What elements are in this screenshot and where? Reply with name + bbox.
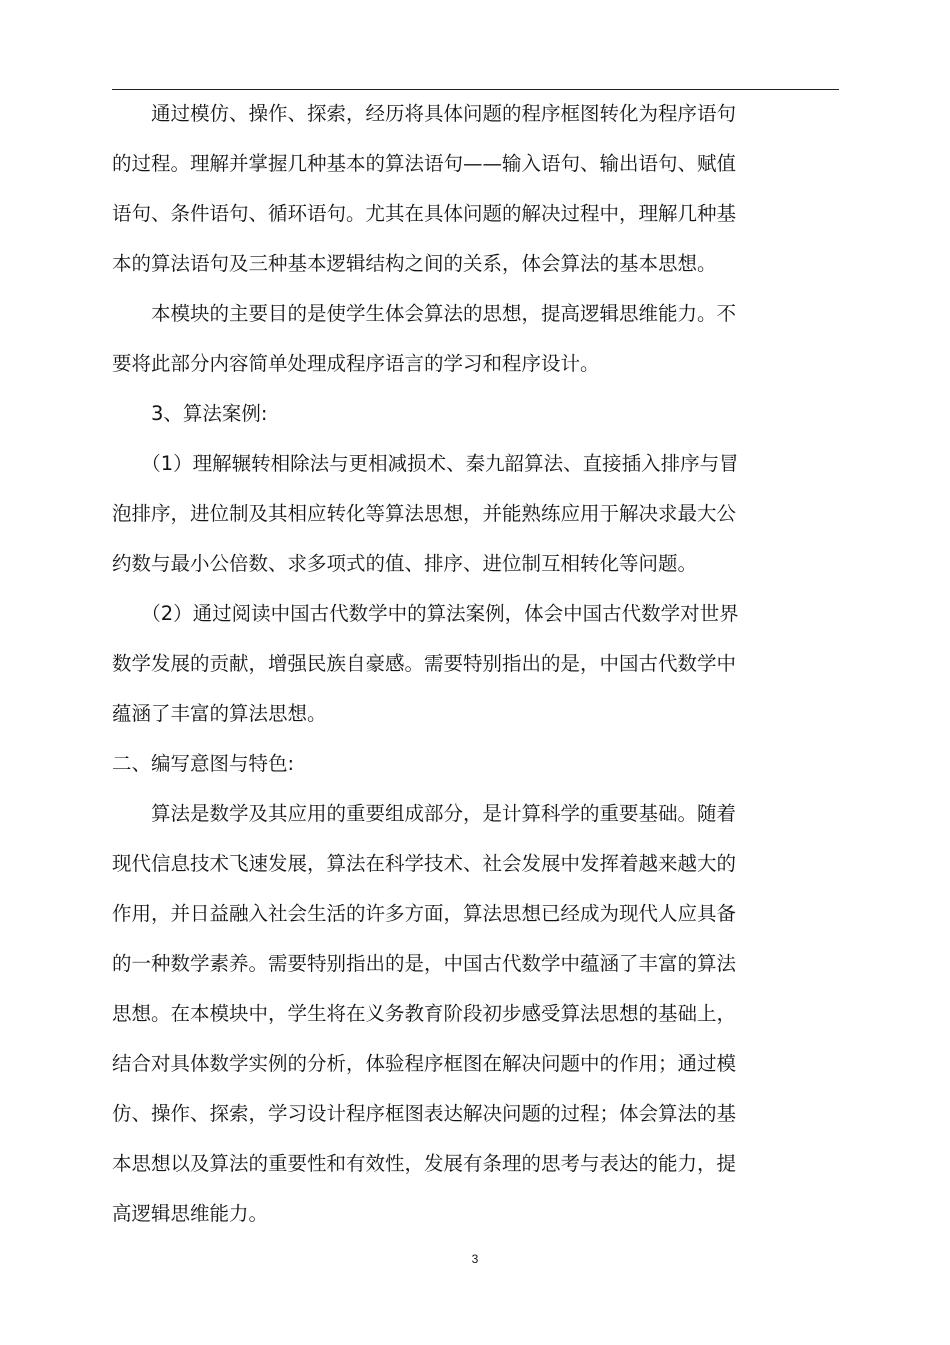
- text-line: 的一种数学素养。需要特别指出的是，中国古代数学中蕴涵了丰富的算法: [112, 952, 737, 975]
- text-line: 本模块的主要目的是使学生体会算法的思想，提高逻辑思维能力。不: [112, 302, 737, 325]
- text-line: （2）通过阅读中国古代数学中的算法案例，体会中国古代数学对世界: [112, 602, 739, 625]
- text-line: 高逻辑思维能力。: [112, 1202, 269, 1225]
- text-line: 蕴涵了丰富的算法思想。: [112, 702, 327, 725]
- text-line: 结合对具体数学实例的分析，体验程序框图在解决问题中的作用；通过模: [112, 1052, 737, 1075]
- text-line: （1）理解辗转相除法与更相减损术、秦九韶算法、直接插入排序与冒: [112, 452, 739, 475]
- text-line: 本的算法语句及三种基本逻辑结构之间的关系，体会算法的基本思想。: [112, 252, 717, 275]
- text-line: 现代信息技术飞速发展，算法在科学技术、社会发展中发挥着越来越大的: [112, 852, 737, 875]
- text-line: 约数与最小公倍数、求多项式的值、排序、进位制互相转化等问题。: [112, 552, 698, 575]
- text-line: 本思想以及算法的重要性和有效性，发展有条理的思考与表达的能力，提: [112, 1152, 737, 1175]
- text-line: 通过模仿、操作、探索，经历将具体问题的程序框图转化为程序语句: [112, 102, 737, 125]
- header-rule: [112, 89, 839, 90]
- text-line: 算法是数学及其应用的重要组成部分，是计算科学的重要基础。随着: [112, 802, 737, 825]
- section-heading: 二、编写意图与特色:: [112, 752, 295, 775]
- section-heading: 3、算法案例:: [112, 402, 268, 425]
- text-line: 要将此部分内容简单处理成程序语言的学习和程序设计。: [112, 352, 600, 375]
- text-line: 仿、操作、探索，学习设计程序框图表达解决问题的过程；体会算法的基: [112, 1102, 737, 1125]
- text-line: 思想。在本模块中，学生将在义务教育阶段初步感受算法思想的基础上，: [112, 1002, 737, 1025]
- page-number: 3: [471, 1252, 479, 1266]
- text-line: 作用，并日益融入社会生活的许多方面，算法思想已经成为现代人应具备: [112, 902, 737, 925]
- text-line: 语句、条件语句、循环语句。尤其在具体问题的解决过程中，理解几种基: [112, 202, 737, 225]
- text-line: 泡排序，进位制及其相应转化等算法思想，并能熟练应用于解决求最大公: [112, 502, 737, 525]
- text-line: 数学发展的贡献，增强民族自豪感。需要特别指出的是，中国古代数学中: [112, 652, 737, 675]
- text-line: 的过程。理解并掌握几种基本的算法语句——输入语句、输出语句、赋值: [112, 152, 737, 175]
